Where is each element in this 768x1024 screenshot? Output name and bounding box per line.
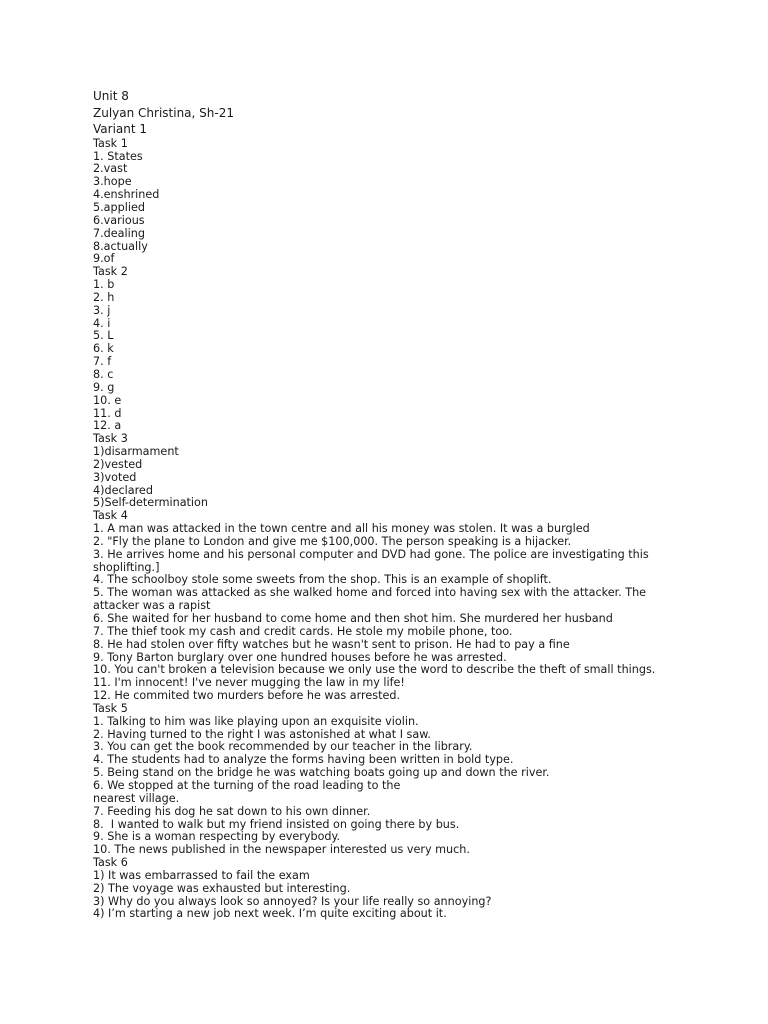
answer-line: 6.various	[93, 213, 145, 227]
answer-line: 2) The voyage was exhausted but interesting.	[93, 881, 351, 895]
answer-line: 3) Why do you always look so annoyed? Is your life really so annoying?	[93, 894, 492, 908]
answer-line: 12. He commited two murders before he was arrested.	[93, 689, 401, 703]
task-title: Task 3	[93, 432, 128, 446]
answer-line: 10. e	[93, 393, 122, 407]
answer-line: 2. h	[93, 290, 115, 304]
task-section	[93, 266, 693, 433]
answer-line: 10. You can't broken a television because we only use the word to describe the theft of small things.	[93, 663, 656, 677]
answer-line: 4. The schoolboy stole some sweets from the shop. This is an example of shoplift.	[93, 573, 552, 587]
answer-line: 3.hope	[93, 175, 132, 189]
answer-line: 4. i	[93, 316, 111, 330]
answer-line: 4. The students had to analyze the forms having been written in bold type.	[93, 753, 514, 767]
answer-line: 6. k	[93, 342, 114, 356]
task-section	[93, 138, 693, 266]
answer-line: 4) I’m starting a new job next week. I’m quite exciting about it.	[93, 907, 447, 921]
unit-heading: Unit 8	[93, 89, 129, 103]
answer-line: 5. Being stand on the bridge he was watching boats going up and down the river.	[93, 766, 550, 780]
answer-line: 5. L	[93, 329, 114, 343]
answer-line: 1. A man was attacked in the town centre and all his money was stolen. It was a burgled	[93, 522, 590, 536]
answer-line: 10. The news published in the newspaper interested us very much.	[93, 843, 470, 857]
answer-line: 9.of	[93, 252, 115, 266]
answer-line: 3. He arrives home and his personal computer and DVD had gone. The police are investigating this shoplifting.]	[93, 547, 649, 574]
answer-line: 9. Tony Barton burglary over one hundred houses before he was arrested.	[93, 650, 507, 664]
answer-line: 4.enshrined	[93, 188, 160, 202]
answer-line: 1. Talking to him was like playing upon an exquisite violin.	[93, 714, 419, 728]
document-page	[93, 88, 693, 921]
answer-line: 12. a	[93, 419, 122, 433]
answer-line: 6. She waited for her husband to come home and then shot him. She murdered her husband	[93, 612, 613, 625]
answer-line: 11. d	[93, 406, 122, 420]
answer-line: 8. c	[93, 367, 114, 381]
answer-line: 2)vested	[93, 457, 143, 471]
answer-line: nearest village.	[93, 791, 180, 805]
answer-line: 1)disarmament	[93, 445, 179, 459]
answer-line: 3)voted	[93, 470, 137, 484]
answer-line: 5.applied	[93, 201, 145, 214]
task-title: Task 6	[93, 856, 128, 870]
answer-line: 1) It was embarrassed to fail the exam	[93, 868, 310, 882]
answer-line: 2.vast	[93, 162, 128, 176]
task-section	[93, 510, 693, 703]
answer-line: 7. f	[93, 355, 112, 369]
answer-line: 8.actually	[93, 239, 148, 253]
task-title: Task 2	[93, 265, 128, 279]
answer-line: 3. j	[93, 303, 111, 317]
task-title: Task 4	[93, 509, 128, 523]
answer-line: 1. States	[93, 149, 143, 163]
task-section	[93, 703, 693, 857]
answer-line: 4)declared	[93, 483, 153, 497]
answer-line: 6. We stopped at the turning of the road leading to the	[93, 778, 401, 792]
answer-line: 1. b	[93, 278, 115, 292]
answer-line: 11. I'm innocent! I've never mugging the law in my life!	[93, 676, 405, 690]
task-title: Task 1	[93, 136, 128, 150]
answer-line: 9. She is a woman respecting by everybody.	[93, 830, 341, 844]
answer-line: 2. Having turned to the right I was astonished at what I saw.	[93, 727, 431, 741]
answer-line: 3. You can get the book recommended by our teacher in the library.	[93, 740, 473, 754]
task-section	[93, 433, 693, 510]
answer-line: 7. Feeding his dog he sat down to his own dinner.	[93, 804, 371, 818]
task-title: Task 5	[93, 701, 128, 715]
tasks-container	[93, 138, 693, 921]
answer-line: 8. I wanted to walk but my friend insisted on going there by bus.	[93, 817, 460, 831]
variant-line: Variant 1	[93, 122, 148, 137]
author-line: Zulyan Christina, Sh-21	[93, 105, 234, 120]
answer-line: 5. The woman was attacked as she walked home and forced into having sex with the attacker. The attacker was a rapist	[93, 586, 647, 613]
answer-line: 7. The thief took my cash and credit cards. He stole my mobile phone, too.	[93, 624, 513, 638]
answer-line: 9. g	[93, 380, 115, 394]
task-section	[93, 857, 693, 921]
answer-line: 7.dealing	[93, 226, 145, 240]
answer-line: 8. He had stolen over fifty watches but he wasn't sent to prison. He had to pay a fine	[93, 637, 570, 651]
answer-line: 2. "Fly the plane to London and give me $100,000. The person speaking is a hijacker.	[93, 534, 572, 548]
answer-line: 5)Self-determination	[93, 496, 208, 510]
